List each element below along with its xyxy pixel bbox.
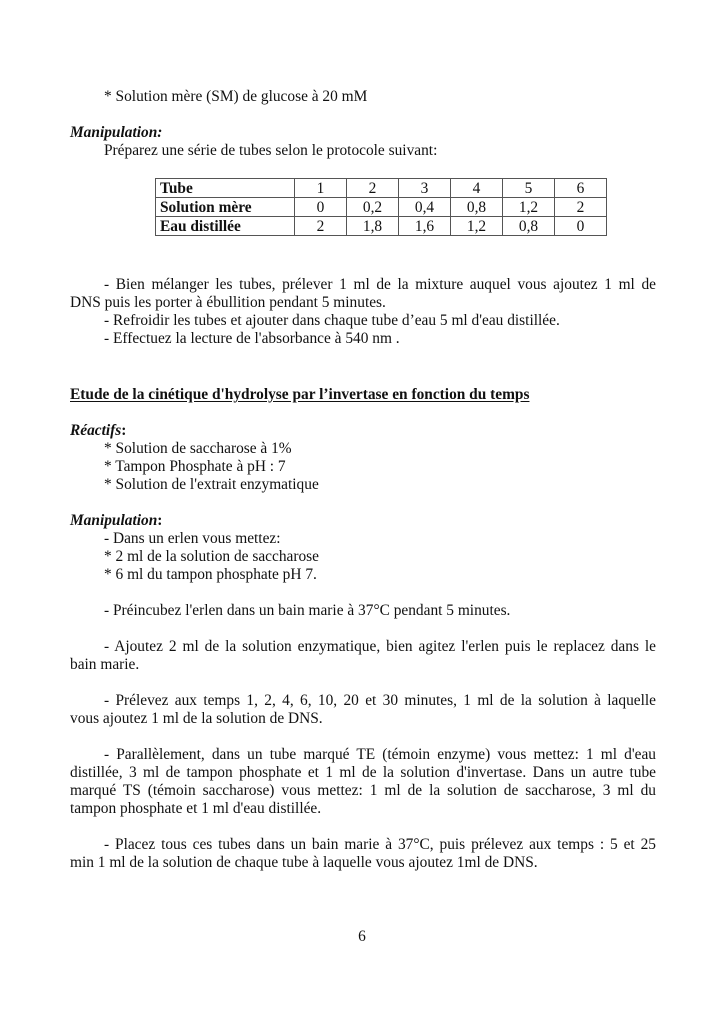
- table-row-tube: [156, 179, 607, 198]
- table-cell: 0,8: [451, 198, 503, 217]
- table-cell: 0,4: [399, 198, 451, 217]
- table-cell: 6: [555, 179, 607, 198]
- step-controls: [70, 746, 656, 818]
- row-label: Tube: [156, 179, 295, 198]
- table-cell: 1,8: [347, 217, 399, 236]
- text-line: distillée, 3 ml de tampon phosphate et 1 ml de la solution d'invertase. Dans un autre tube: [70, 764, 656, 781]
- erlen-line: * 2 ml de la solution de saccharose: [104, 548, 319, 565]
- table-cell: 0: [555, 217, 607, 236]
- step-cool: - Refroidir les tubes et ajouter dans chaque tube d’eau 5 ml d'eau distillée.: [104, 312, 560, 329]
- table-cell: 4: [451, 179, 503, 198]
- protocol-table: [155, 178, 607, 236]
- table-cell: 0: [295, 198, 347, 217]
- text-line: - Prélevez aux temps 1, 2, 4, 6, 10, 20 et 30 minutes, 1 ml de la solution à laquelle: [104, 692, 656, 709]
- text-line: vous ajoutez 1 ml de la solution de DNS.: [70, 710, 323, 727]
- table-cell: 1,2: [451, 217, 503, 236]
- text-line: - Placez tous ces tubes dans un bain marie à 37°C, puis prélevez aux temps : 5 et 25: [104, 836, 656, 853]
- table-cell: 1: [295, 179, 347, 198]
- erlen-line: - Dans un erlen vous mettez:: [104, 530, 281, 547]
- table-cell: 3: [399, 179, 451, 198]
- protocol-intro: Préparez une série de tubes selon le protocole suivant:: [104, 142, 438, 159]
- reactif-item: * Solution de l'extrait enzymatique: [104, 476, 319, 493]
- section-title: Etude de la cinétique d'hydrolyse par l’invertase en fonction du temps: [70, 386, 530, 403]
- erlen-line: * 6 ml du tampon phosphate pH 7.: [104, 566, 317, 583]
- table-row-solution-mere: [156, 198, 607, 217]
- colon: :: [157, 512, 163, 529]
- page-number: 6: [358, 928, 366, 945]
- table-cell: 0,8: [503, 217, 555, 236]
- reactif-item: * Tampon Phosphate à pH : 7: [104, 458, 286, 475]
- table-cell: 5: [503, 179, 555, 198]
- text-line: bain marie.: [70, 656, 140, 673]
- text-line: marqué TS (témoin saccharose) vous mettez: 1 ml de la solution de saccharose, 3 ml du: [70, 782, 656, 799]
- text-line: min 1 ml de la solution de chaque tube à laquelle vous ajoutez 1ml de DNS.: [70, 854, 538, 871]
- reactifs-heading: [70, 422, 126, 440]
- table-cell: 2: [295, 217, 347, 236]
- colon: :: [121, 422, 127, 439]
- text-line: - Ajoutez 2 ml de la solution enzymatique, bien agitez l'erlen puis le replacez dans le: [104, 638, 656, 655]
- row-label: Solution mère: [156, 198, 295, 217]
- step-incubate-controls: [70, 836, 656, 872]
- step-add-enzyme: [70, 638, 656, 674]
- step-read-absorbance: - Effectuez la lecture de l'absorbance à 540 nm .: [104, 330, 400, 347]
- text-line: DNS puis les porter à ébullition pendant 5 minutes.: [70, 294, 386, 311]
- text-line: tampon phosphate et 1 ml d'eau distillée.: [70, 800, 322, 817]
- text-line: - Parallèlement, dans un tube marqué TE (témoin enzyme) vous mettez: 1 ml d'eau: [104, 746, 656, 763]
- table-cell: 1,6: [399, 217, 451, 236]
- step-preincubate: - Préincubez l'erlen dans un bain marie à 37°C pendant 5 minutes.: [104, 602, 511, 619]
- text-line: - Bien mélanger les tubes, prélever 1 ml de la mixture auquel vous ajoutez 1 ml de: [104, 276, 656, 293]
- table-cell: 1,2: [503, 198, 555, 217]
- table-cell: 2: [555, 198, 607, 217]
- row-label: Eau distillée: [156, 217, 295, 236]
- reactif-item: * Solution de saccharose à 1%: [104, 440, 292, 457]
- table-row-eau-distillee: [156, 217, 607, 236]
- step-mix-paragraph: [70, 276, 656, 312]
- reagent-glucose-line: * Solution mère (SM) de glucose à 20 mM: [104, 88, 368, 105]
- manipulation-heading-2: [70, 512, 162, 530]
- reactifs-label: Réactifs: [70, 422, 122, 439]
- table-cell: 2: [347, 179, 399, 198]
- manipulation-heading-1: Manipulation:: [70, 124, 163, 141]
- table-cell: 0,2: [347, 198, 399, 217]
- manipulation-label: Manipulation: [70, 512, 158, 529]
- step-sampling: [70, 692, 656, 728]
